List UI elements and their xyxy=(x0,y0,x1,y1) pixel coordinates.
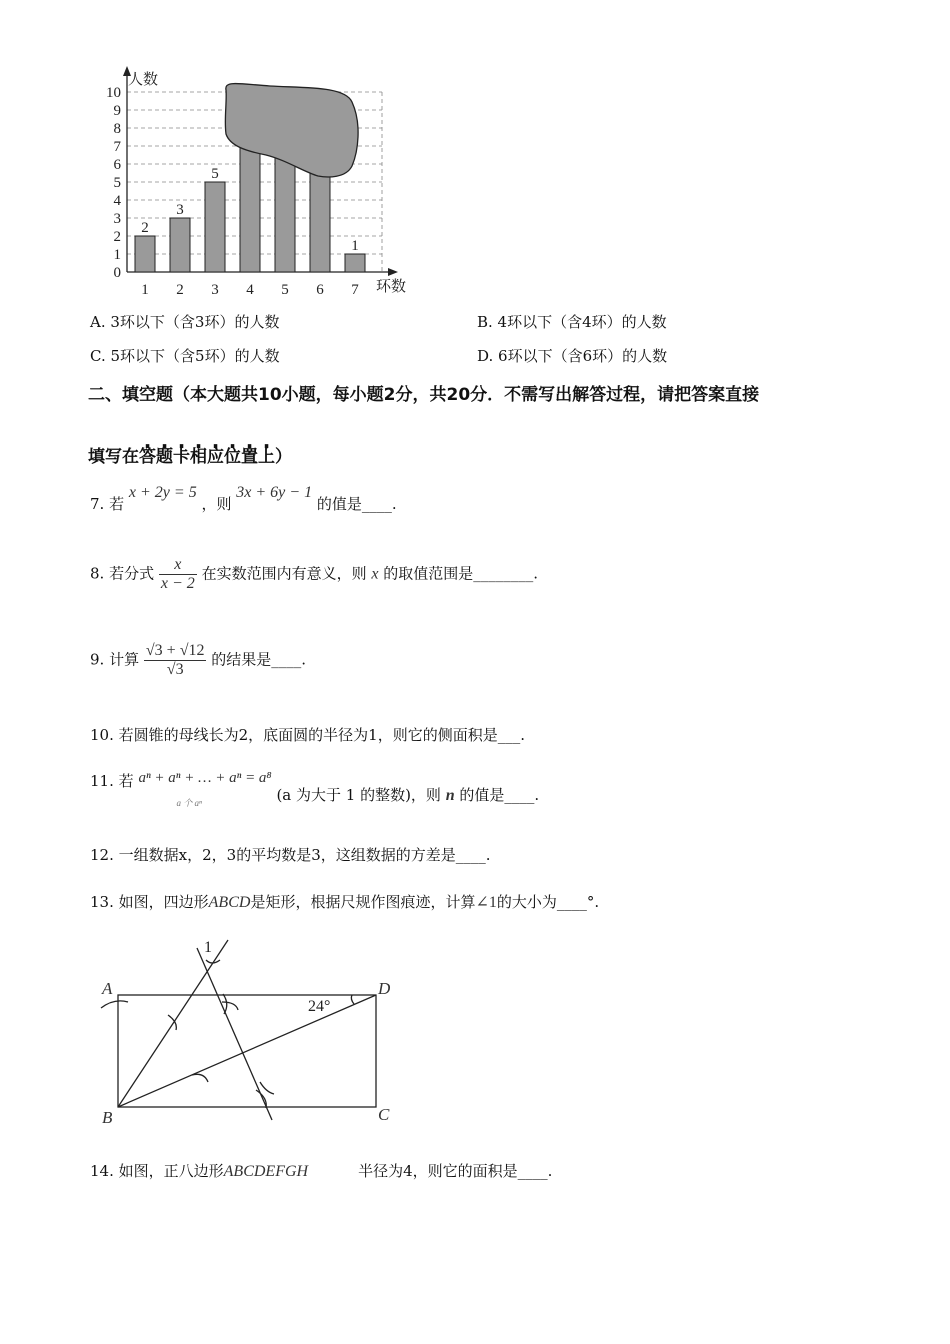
angle-arc-1 xyxy=(206,960,220,963)
q7-equation-2: 3x + 6y − 1 xyxy=(236,484,313,501)
arc-mark-3 xyxy=(223,994,227,1014)
label-d: D xyxy=(378,979,391,998)
section-heading-line1: 二、填空题（本大题共10小题，每小题2分，共20分．不需写出解答过程，请把答案直接 xyxy=(88,385,760,405)
arc-mark-1 xyxy=(168,1015,176,1030)
dotted-char: 位 xyxy=(224,447,241,467)
q8-fraction: $\frac{x}{x - 2}$ xyxy=(160,556,195,592)
label-c: C xyxy=(378,1105,390,1124)
arc-mark-4 xyxy=(222,1002,238,1010)
angle-1-label: 1 xyxy=(204,939,212,956)
dotted-char: 相 xyxy=(190,447,207,467)
x-tick-label: 6 xyxy=(316,282,324,298)
y-tick-label: 6 xyxy=(113,157,121,173)
dotted-char: 答 xyxy=(139,447,156,467)
y-tick-label: 10 xyxy=(106,85,121,101)
question-13: 13. 如图，四边形ABCD是矩形，根据尺规作图痕迹，计算∠1的大小为____°. xyxy=(90,893,600,911)
rectangle-construction-figure xyxy=(96,930,406,1130)
y-tick-label: 1 xyxy=(113,247,121,263)
x-tick-label: 7 xyxy=(351,282,359,298)
dotted-char: 上 xyxy=(258,447,275,467)
y-tick-label: 2 xyxy=(113,229,121,245)
bar-7 xyxy=(345,254,365,272)
y-tick-label: 5 xyxy=(113,175,121,191)
bar-3 xyxy=(205,182,225,272)
arc-mark-6 xyxy=(260,1082,274,1094)
data-label: 3 xyxy=(176,202,184,218)
x-tick-label: 3 xyxy=(211,282,219,298)
x-tick-label: 4 xyxy=(246,282,254,298)
data-label: 5 xyxy=(211,166,219,182)
x-tick-label: 1 xyxy=(141,282,149,298)
dotted-char: 应 xyxy=(207,447,224,467)
line-from-b xyxy=(118,940,228,1107)
x-tick-label: 5 xyxy=(281,282,289,298)
y-tick-label: 7 xyxy=(113,139,121,155)
question-11: 11. 若 aⁿ + aⁿ + … + aⁿ = a⁸ a 个 aⁿ (a 为大于 1 的整数)，则 n 的值是____. xyxy=(90,770,540,808)
option-d[interactable]: D. 6环以下（含6环）的人数 xyxy=(477,347,668,365)
y-tick-label: 9 xyxy=(113,103,121,119)
y-tick-label: 8 xyxy=(113,121,121,137)
question-12: 12. 一组数据x，2，3的平均数是3，这组数据的方差是____. xyxy=(90,846,491,864)
dotted-char: 题 xyxy=(156,447,173,467)
q7-equation-1: x + 2y = 5 xyxy=(128,484,197,501)
question-7: 7. 若 x + 2y = 5 ，则 3x + 6y − 1 的值是____. xyxy=(90,484,397,513)
x-tick-label: 2 xyxy=(176,282,184,298)
arc-mark-5 xyxy=(256,1090,266,1108)
question-8: 8. 若分式 $\frac{x}{x - 2}$ 在实数范围内有意义，则 x 的取值范围是________. xyxy=(90,556,539,592)
label-b: B xyxy=(102,1108,113,1127)
x-axis-arrow xyxy=(388,268,398,276)
y-tick-label: 4 xyxy=(113,193,121,209)
q11-underbrace-label: a 个 aⁿ xyxy=(176,798,202,808)
bar-2 xyxy=(170,218,190,272)
y-axis-label: 人数 xyxy=(128,72,159,88)
x-axis-label: 环数 xyxy=(376,279,407,295)
question-14: 14. 如图，正八边形ABCDEFGH 半径为4，则它的面积是____. xyxy=(90,1162,553,1180)
question-10: 10. 若圆锥的母线长为2，底面圆的半径为1，则它的侧面积是___. xyxy=(90,726,525,744)
label-a: A xyxy=(102,979,113,998)
emphasis-dotted-text xyxy=(139,447,275,467)
angle-24-label: 24° xyxy=(308,998,331,1015)
bar-chart xyxy=(90,62,420,302)
question-9: 9. 计算 $\frac{√3 + √12}{√3}$ 的结果是____. xyxy=(90,642,307,678)
arc-mark-2 xyxy=(192,1074,208,1082)
section-heading-line2: 填写在答题卡相应位置上） xyxy=(88,447,292,467)
option-b[interactable]: B. 4环以下（含4环）的人数 xyxy=(477,313,667,331)
q9-fraction: $\frac{√3 + √12}{√3}$ xyxy=(145,642,205,678)
option-c[interactable]: C. 5环以下（含5环）的人数 xyxy=(90,347,280,365)
y-tick-label: 3 xyxy=(113,211,121,227)
arc-mark-a xyxy=(101,1001,128,1008)
q11-expression: aⁿ + aⁿ + … + aⁿ = a⁸ xyxy=(138,770,272,786)
dotted-char: 置 xyxy=(241,447,258,467)
angle-arc-24 xyxy=(351,995,354,1004)
dotted-char: 卡 xyxy=(173,447,190,467)
data-label: 1 xyxy=(351,238,359,254)
data-label: 2 xyxy=(141,220,149,236)
diagonal-bd xyxy=(118,995,376,1107)
option-a[interactable]: A. 3环以下（含3环）的人数 xyxy=(90,313,280,331)
bar-1 xyxy=(135,236,155,272)
y-tick-label: 0 xyxy=(113,265,121,281)
